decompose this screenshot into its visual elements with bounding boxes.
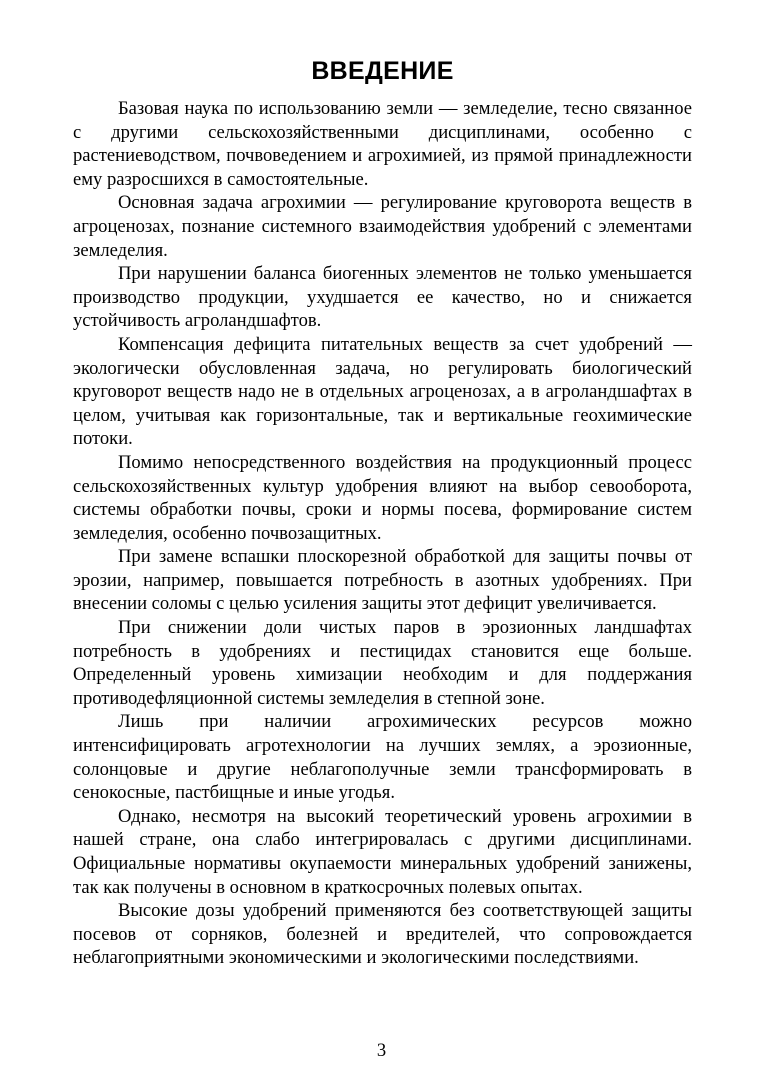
page-number: 3 [376, 1040, 387, 1061]
paragraph-6: При замене вспашки плоскорезной обработкой для защиты почвы от эрозии, например, повышается потребность в азотных удобрениях. При внесении соломы с целью усиления защиты этот дефицит увеличивается. [73, 546, 692, 615]
paragraph-5: Помимо непосредственного воздействия на продукционный процесс сельскохозяйственных культур удобрения влияют на выбор севооборота, системы обработки почвы, сроки и нормы посева, формирование систем земледелия, особенно почвозащитных. [73, 451, 692, 544]
paragraph-4: Компенсация дефицита питательных веществ за счет удобрений — экологически обусловленная задача, но регулировать биологический круговорот веществ надо не в отдельных агроценозах, а в агроландшафтах в целом, учитывая как горизонтальные, так и вертикальные геохимические потоки. [73, 333, 692, 450]
paragraph-3: При нарушении баланса биогенных элементов не только уменьшается производство продукции, ухудшается ее качество, но и снижается устойчивость агроландшафтов. [73, 263, 692, 332]
body-text [73, 97, 692, 970]
page-title: ВВЕДЕНИЕ [311, 57, 454, 85]
paragraph-7: При снижении доли чистых паров в эрозионных ландшафтах потребность в удобрениях и пестицидах становится еще больше. Определенный уровень химизации необходим и для поддержания противодефляционной системы земледелия в степной зоне. [73, 617, 692, 709]
paragraph-2: Основная задача агрохимии — регулирование круговорота веществ в агроценозах, познание системного взаимодействия удобрений с элементами земледелия. [73, 192, 692, 261]
paragraph-1: Базовая наука по использованию земли — земледелие, тесно связанное с другими сельскохозяйственными дисциплинами, особенно с растениеводством, почвоведением и агрохимией, из прямой принадлежности ему разросшихся в самостоятельные. [73, 98, 692, 190]
paragraph-10: Высокие дозы удобрений применяются без соответствующей защиты посевов от сорняков, болезней и вредителей, что сопровождается неблагоприятными экономическими и экологическими последствиями. [73, 900, 692, 969]
paragraph-8: Лишь при наличии агрохимических ресурсов можно интенсифицировать агротехнологии на лучших землях, а эрозионные, солонцовые и другие неблагополучные земли трансформировать в сенокосные, пастбищные и иные угодья. [73, 711, 692, 804]
paragraph-9: Однако, несмотря на высокий теоретический уровень агрохимии в нашей стране, она слабо интегрировалась с другими дисциплинами. Официальные нормативы окупаемости минеральных удобрений занижены, так как получены в основном в краткосрочных полевых опытах. [73, 805, 692, 898]
